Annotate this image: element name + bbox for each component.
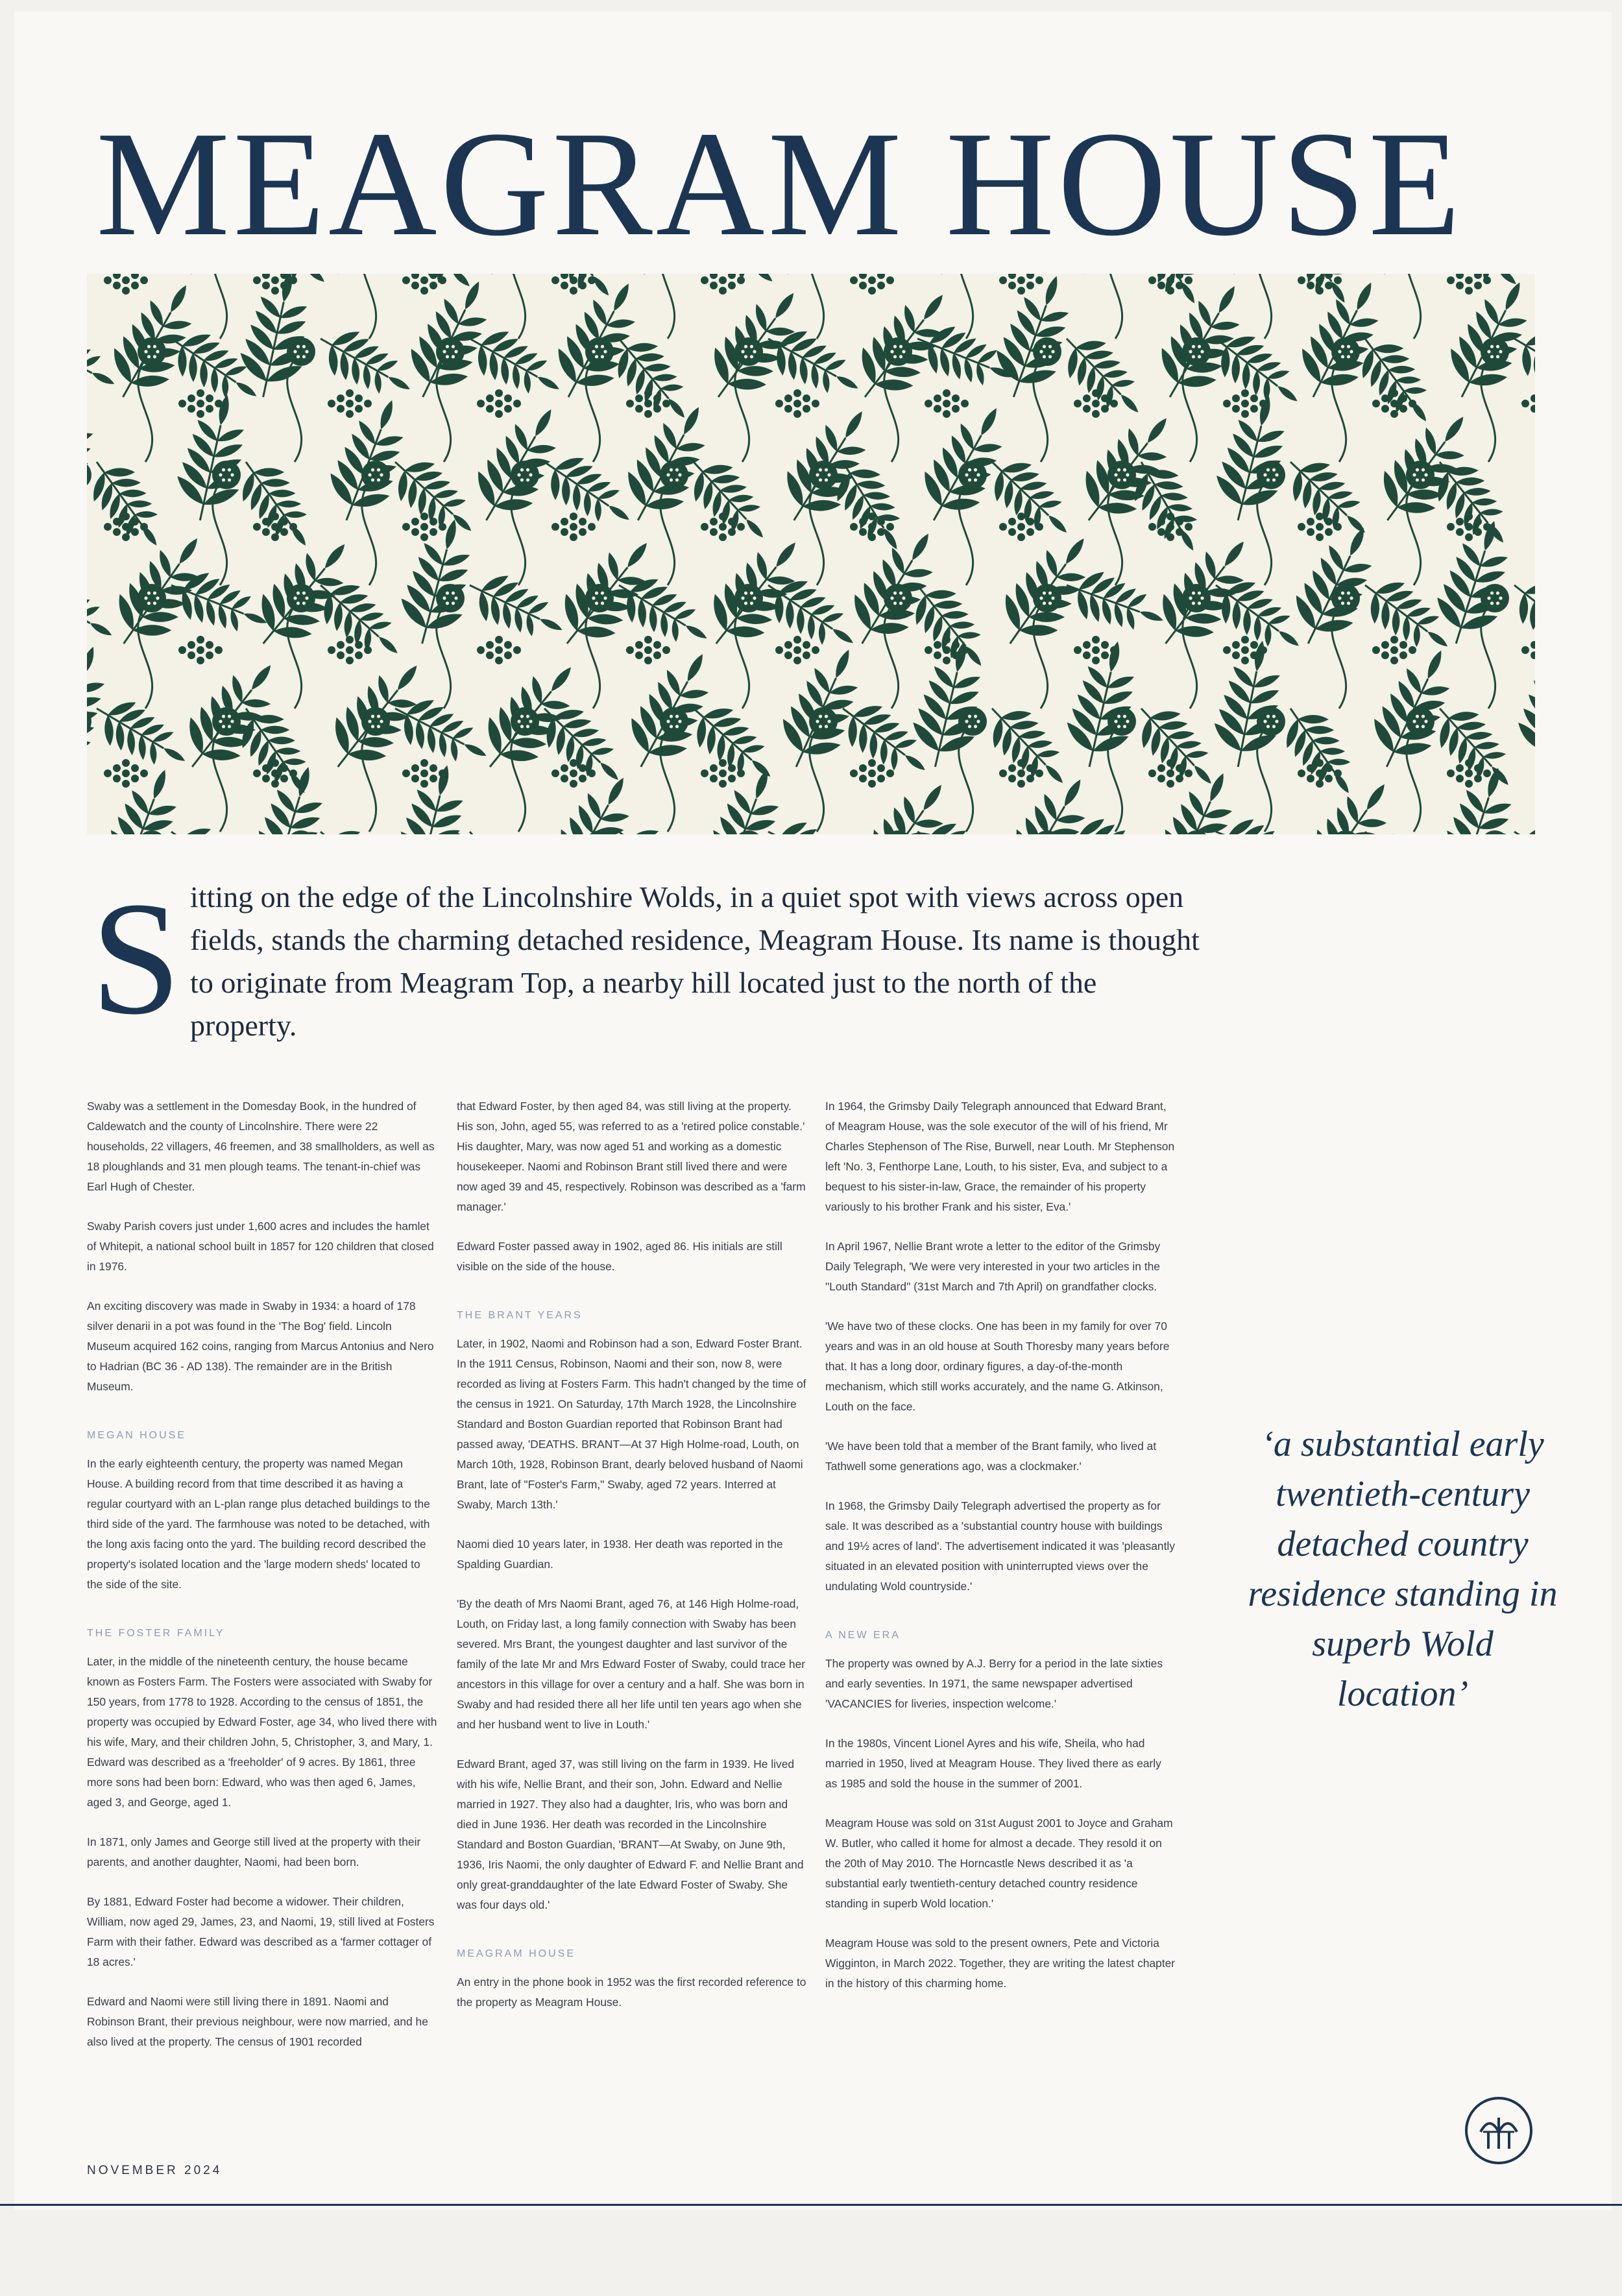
body-paragraph: Edward Foster passed away in 1902, aged 86. His initials are still visible on the side of the house. <box>457 1240 782 1273</box>
article-column-3 <box>825 1096 1176 2013</box>
footer-rule <box>0 2204 1622 2206</box>
body-paragraph: Meagram House was sold on 31st August 2001 to Joyce and Graham W. Butler, who called it home for almost a decade. They resold it on the 20th of May 2010. The Horncastle News described it as 'a substantial early twentieth-century detached country residence standing in superb Wold location.' <box>825 1817 1173 1910</box>
botanical-pattern-banner <box>87 274 1535 834</box>
section-heading: A NEW ERA <box>825 1630 901 1641</box>
monogram-emblem-icon <box>1464 2096 1534 2166</box>
body-paragraph: In 1968, the Grimsby Daily Telegraph advertised the property as for sale. It was described as a 'substantial country house with buildings and 19½ acres of land'. The advertisement indicated it was 'pleasantly situated in an elevated position with uninterrupted views over the undulating Wold countryside.' <box>825 1499 1175 1593</box>
body-paragraph: The property was owned by A.J. Berry for a period in the late sixties and early seventies. In 1971, the same newspaper advertised 'VACANCIES for liveries, inspection welcome.' <box>825 1657 1163 1710</box>
body-paragraph: In 1871, only James and George still lived at the property with their parents, and another daughter, Naomi, had been born. <box>87 1835 421 1868</box>
body-paragraph: 'We have two of these clocks. One has been in my family for over 70 years and was in an old house at South Thoresby many years before that. It has a long door, ordinary figures, a day-of-the-month mechanism, which still works accurately, and the name G. Atkinson, Louth on the face. <box>825 1320 1170 1413</box>
body-paragraph: By 1881, Edward Foster had become a widower. Their children, William, now aged 29, James, 23, and Naomi, 19, still lived at Fosters Farm with their father. Edward was described as a 'farmer cottager of 18 acres.' <box>87 1895 435 1968</box>
lede-text: itting on the edge of the Lincolnshire Wolds, in a quiet spot with views across open fields, stands the charming detached residence, Meagram House. Its name is thought to originate from Meagram Top, a nearby hill located just to the north of the property. <box>190 880 1200 1042</box>
article-column-1 <box>87 1096 437 2072</box>
body-paragraph: In the early eighteenth century, the property was named Megan House. A building record from that time described it as having a regular courtyard with an L-plan range plus detached buildings to the third side of the yard. The farmhouse was noted to be detached, with the long axis facing onto the yard. The building record described the property's isolated location and the 'large modern sheds' located to the side of the site. <box>87 1457 430 1591</box>
body-paragraph: In 1964, the Grimsby Daily Telegraph announced that Edward Brant, of Meagram House, was the sole executor of the will of his friend, Mr Charles Stephenson of The Rise, Burwell, near Louth. Mr Stephenson left 'No. 3, Fenthorpe Lane, Louth, to his sister, Eva, and subject to a bequest to his sister-in-law, Grace, the remainder of his property variously to his brother Frank and his sister, Eva.' <box>825 1100 1175 1213</box>
page <box>14 12 1612 2210</box>
body-paragraph: Later, in the middle of the nineteenth century, the house became known as Fosters Farm. The Fosters were associated with Swaby for 150 years, from 1778 to 1928. According to the census of 1851, the property was occupied by Edward Foster, age 34, who lived there with his wife, Mary, and their children John, 5, Christopher, 3, and Mary, 1. Edward was described as a 'freeholder' of 9 acres. By 1861, three more sons had been born: Edward, who was then aged 6, James, aged 3, and George, aged 1. <box>87 1655 437 1809</box>
body-paragraph: Meagram House was sold to the present owners, Pete and Victoria Wigginton, in March 2022. Together, they are writing the latest chapter in the history of this charming home. <box>825 1937 1176 1990</box>
section-heading: MEGAN HOUSE <box>87 1430 187 1441</box>
drop-cap: S <box>91 869 182 1048</box>
body-paragraph: that Edward Foster, by then aged 84, was still living at the property. His son, John, aged 55, was referred to as a 'retired police constable.' His daughter, Mary, was now aged 51 and working as a domestic housekeeper. Naomi and Robinson Brant still lived there and were now aged 39 and 45, respectively. Robinson was described as a 'farm manager.' <box>457 1100 806 1213</box>
body-paragraph: In the 1980s, Vincent Lionel Ayres and his wife, Sheila, who had married in 1950, lived at Meagram House. They lived there as early as 1985 and sold the house in the summer of 2001. <box>825 1737 1161 1790</box>
section-heading: MEAGRAM HOUSE <box>457 1948 576 1959</box>
body-paragraph: An exciting discovery was made in Swaby in 1934: a hoard of 178 silver denarii in a pot was found in the 'The Bog' field. Lincoln Museum acquired 162 coins, ranging from Marcus Antonius and Nero to Hadrian (BC 36 - AD 138). The remainder are in the British Museum. <box>87 1299 434 1393</box>
leaf-pattern-illustration <box>87 274 1535 834</box>
section-heading: THE BRANT YEARS <box>457 1310 583 1321</box>
body-paragraph: Edward and Naomi were still living there in 1891. Naomi and Robinson Brant, their previous neighbour, were now married, and he also lived at the property. The census of 1901 recorded <box>87 1995 428 2048</box>
body-paragraph: Edward Brant, aged 37, was still living on the farm in 1939. He lived with his wife, Nellie Brant, and their son, John. Edward and Nellie married in 1927. They also had a daughter, Iris, who was born and died in June 1936. Her death was recorded in the Lincolnshire Standard and Boston Guardian, 'BRANT—At Swaby, on June 9th, 1936, Iris Naomi, the only daughter of Edward F. and Nellie Brant and only great-granddaughter of the late Edward Foster of Swaby. She was four days old.' <box>457 1758 804 1911</box>
body-paragraph: Later, in 1902, Naomi and Robinson had a son, Edward Foster Brant. In the 1911 Census, Robinson, Naomi and their son, now 8, were recorded as living at Fosters Farm. This hadn't changed by the time of the census in 1921. On Saturday, 17th March 1928, the Lincolnshire Standard and Boston Guardian reported that Robinson Brant had passed away, 'DEATHS. BRANT—At 37 High Holme-road, Louth, on March 10th, 1928, Robinson Brant, dearly beloved husband of Naomi Brant, late of "Foster's Farm," Swaby, aged 72 years. Interred at Swaby, March 13th.' <box>457 1337 806 1511</box>
body-paragraph: 'We have been told that a member of the Brant family, who lived at Tathwell some generations ago, was a clockmaker.' <box>825 1440 1157 1473</box>
lede-paragraph <box>87 869 1203 1048</box>
footer-date: NOVEMBER 2024 <box>87 2164 223 2177</box>
body-paragraph: Swaby Parish covers just under 1,600 acres and includes the hamlet of Whitepit, a national school built in 1857 for 120 children that closed in 1976. <box>87 1220 434 1273</box>
body-paragraph: Naomi died 10 years later, in 1938. Her death was reported in the Spalding Guardian. <box>457 1538 783 1571</box>
body-paragraph: An entry in the phone book in 1952 was the first recorded reference to the property as Meagram House. <box>457 1976 806 2009</box>
article-column-2 <box>457 1096 807 2032</box>
pull-quote: ‘a substantial early twentieth-century detached country residence standing in superb Wold location’ <box>1248 1424 1558 1714</box>
body-paragraph: Swaby was a settlement in the Domesday Book, in the hundred of Caldewatch and the county of Lincolnshire. There were 22 households, 22 villagers, 46 freemen, and 38 smallholders, as well as 18 ploughlands and 31 men plough teams. The tenant-in-chief was Earl Hugh of Chester. <box>87 1100 435 1193</box>
body-paragraph: In April 1967, Nellie Brant wrote a letter to the editor of the Grimsby Daily Telegraph, 'We were very interested in your two articles in the "Louth Standard" (31st March and 7th April) on grandfather clocks. <box>825 1240 1161 1293</box>
page-title: MEAGRAM HOUSE <box>96 101 1464 267</box>
section-heading: THE FOSTER FAMILY <box>87 1628 225 1639</box>
body-paragraph: 'By the death of Mrs Naomi Brant, aged 76, at 146 High Holme-road, Louth, on Friday last, a long family connection with Swaby has been severed. Mrs Brant, the youngest daughter and last survivor of the family of the late Mr and Mrs Edward Foster of Swaby, could trace her ancestors in this village for over a century and a half. She was born in Swaby and had resided there all her life until ten years ago when she and her husband went to live in Louth.' <box>457 1597 806 1731</box>
